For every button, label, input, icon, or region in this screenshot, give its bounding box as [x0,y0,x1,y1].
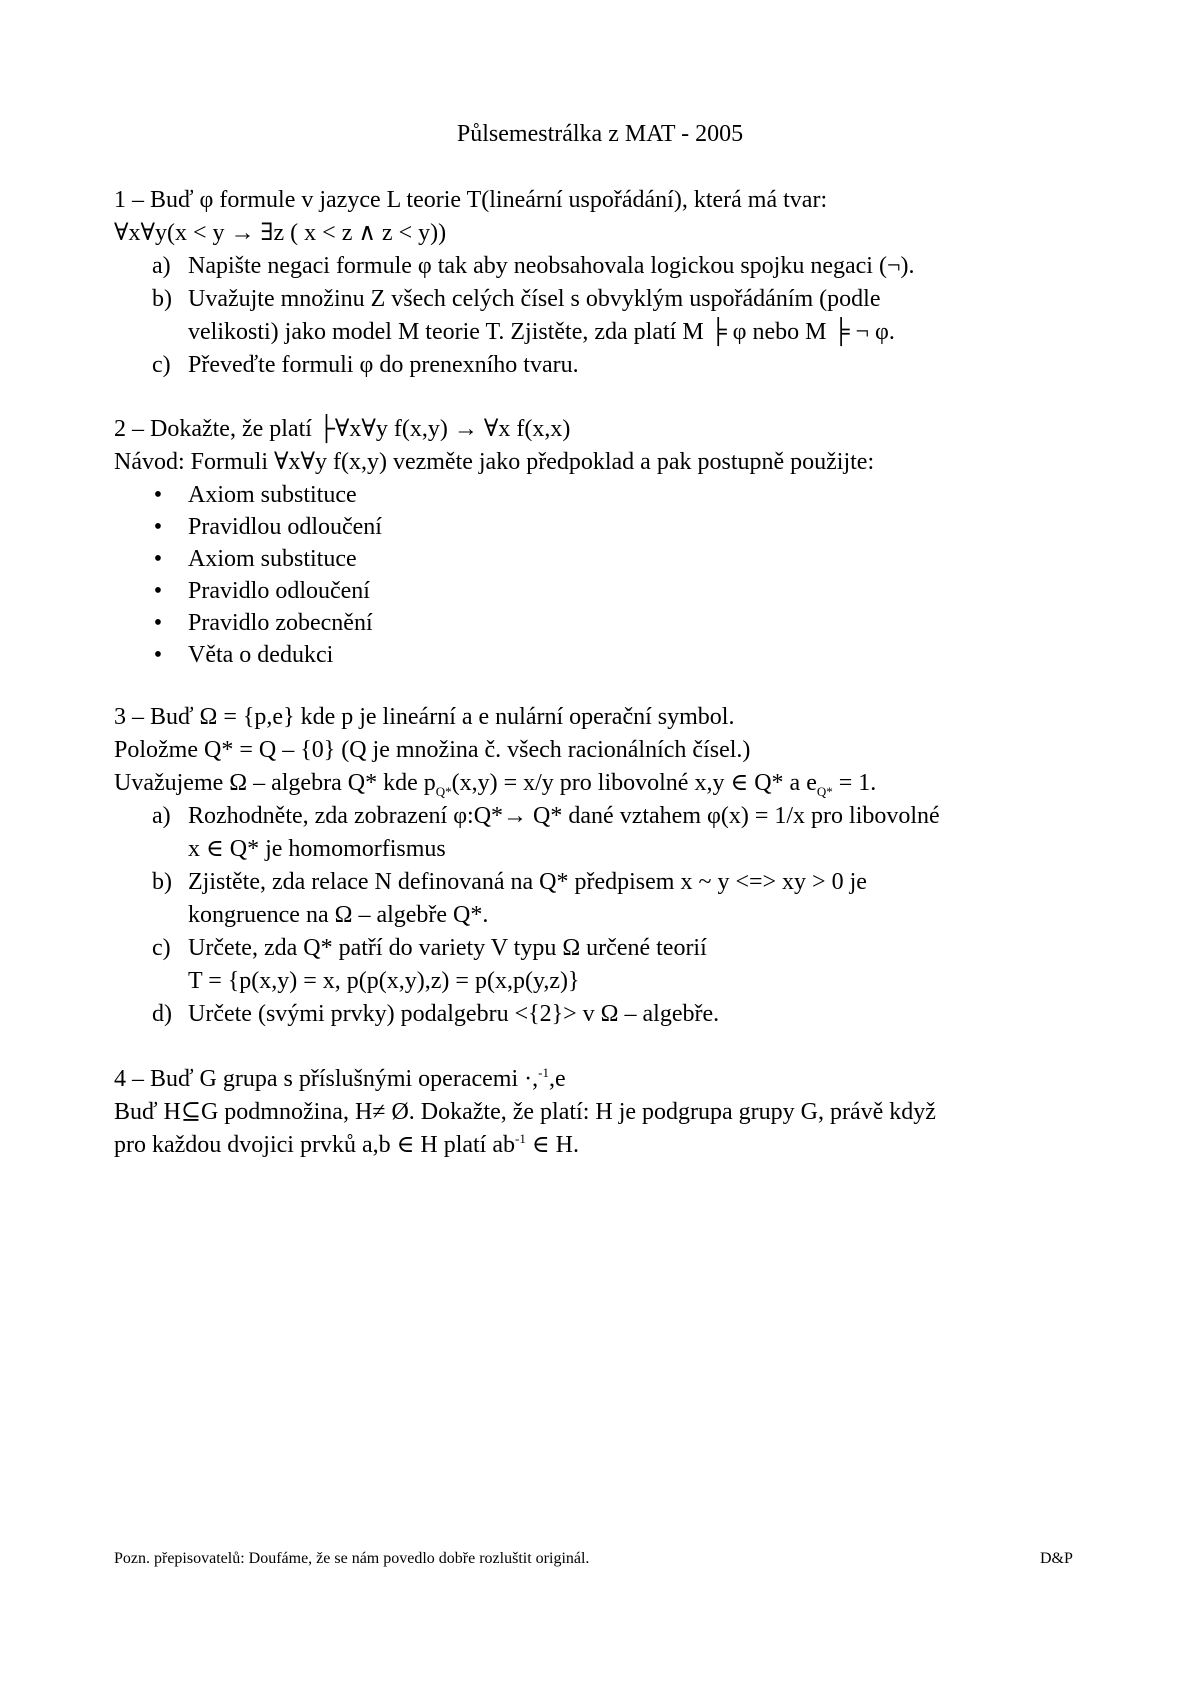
problem-1c-label: c) [152,352,171,378]
problem-3-line3-part3: = 1. [832,770,877,796]
problem-3b-text-line1: Zjistěte, zda relace N definovaná na Q* předpisem x ~ y <=> xy > 0 je [188,869,867,895]
problem-3c-text-line1: Určete, zda Q* patří do variety V typu Ω určené teorií [188,935,707,961]
bullet-glyph: • [153,610,163,636]
problem-4-intro-part2: ,e [548,1066,566,1092]
problem-3c-text-line2: T = {p(x,y) = x, p(p(x,y),z) = p(x,p(y,z)} [188,968,580,994]
bullet-glyph: • [153,514,163,540]
problem-3b-text-line2: kongruence na Ω – algebře Q*. [188,902,489,928]
bullet-glyph: • [153,482,163,508]
problem-3a-label: a) [152,803,171,829]
problem-3d-text: Určete (svými prvky) podalgebru <{2}> v Ω – algebře. [188,1001,720,1027]
footer-note: Pozn. přepisovatelů: Doufáme, že se nám povedlo dobře rozluštit originál. [114,1550,590,1567]
problem-4-line3 [114,1129,579,1161]
bullet-glyph: • [153,642,163,668]
superscript-minus-one: -1 [538,1065,549,1080]
problem-4-intro [114,1063,566,1095]
step-item: Pravidlo odloučení [188,578,370,604]
bullet-glyph: • [153,546,163,572]
problem-1b-label: b) [152,286,172,312]
problem-1-intro: 1 – Buď φ formule v jazyce L teorie T(lineární uspořádání), která má tvar: [114,187,828,213]
problem-1-formula: ∀x∀y(x < y → ∃z ( x < z ∧ z < y)) [114,220,447,246]
step-item: Věta o dedukci [188,642,334,668]
problem-4-line2: Buď H⊆G podmnožina, H≠ Ø. Dokažte, že platí: H je podgrupa grupy G, právě když [114,1099,936,1125]
problem-1b-text-line2: velikosti) jako model M teorie T. Zjistěte, zda platí M ╞ φ nebo M ╞ ¬ φ. [188,319,895,345]
problem-2-intro: 2 – Dokažte, že platí ├∀x∀y f(x,y) → ∀x f(x,x) [114,416,571,442]
problem-3-line2: Položme Q* = Q – {0} (Q je množina č. všech racionálních čísel.) [114,737,751,763]
problem-3a-text-line1: Rozhodněte, zda zobrazení φ:Q*→ Q* dané vztahem φ(x) = 1/x pro libovolné [188,803,940,829]
problem-1a-label: a) [152,253,171,279]
problem-4-intro-part1: 4 – Buď G grupa s příslušnými operacemi ·, [114,1066,539,1092]
problem-3a-text-line2: x ∈ Q* je homomorfismus [188,836,446,862]
problem-4-line3-part1: pro každou dvojici prvků a,b ∈ H platí ab [114,1132,516,1158]
step-item: Pravidlou odloučení [188,514,382,540]
problem-1c-text: Převeďte formuli φ do prenexního tvaru. [188,352,579,378]
problem-3-line3 [114,767,876,799]
problem-1b-text-line1: Uvažujte množinu Z všech celých čísel s obvyklým uspořádáním (podle [188,286,881,312]
problem-3-intro: 3 – Buď Ω = {p,e} kde p je lineární a e nulární operační symbol. [114,704,735,730]
superscript-minus-one: -1 [515,1131,526,1146]
step-item: Axiom substituce [188,482,357,508]
bullet-glyph: • [153,578,163,604]
problem-1a-text: Napište negaci formule φ tak aby neobsahovala logickou spojku negaci (¬). [188,253,915,279]
footer-authors: D&P [1040,1550,1073,1567]
step-item: Axiom substituce [188,546,357,572]
problem-3c-label: c) [152,935,171,961]
document-title: Půlsemestrálka z MAT - 2005 [456,121,744,147]
problem-3d-label: d) [152,1001,172,1027]
problem-3-line3-part1: Uvažujeme Ω – algebra Q* kde p [114,770,436,796]
problem-3-line3-part2: (x,y) = x/y pro libovolné x,y ∈ Q* a e [451,770,817,796]
step-item: Pravidlo zobecnění [188,610,373,636]
problem-3b-label: b) [152,869,172,895]
problem-4-line3-part2: ∈ H. [525,1132,579,1158]
problem-2-hint: Návod: Formuli ∀x∀y f(x,y) vezměte jako předpoklad a pak postupně použijte: [114,449,875,475]
subscript-q-star: Q* [816,783,833,799]
subscript-q-star: Q* [435,783,452,799]
